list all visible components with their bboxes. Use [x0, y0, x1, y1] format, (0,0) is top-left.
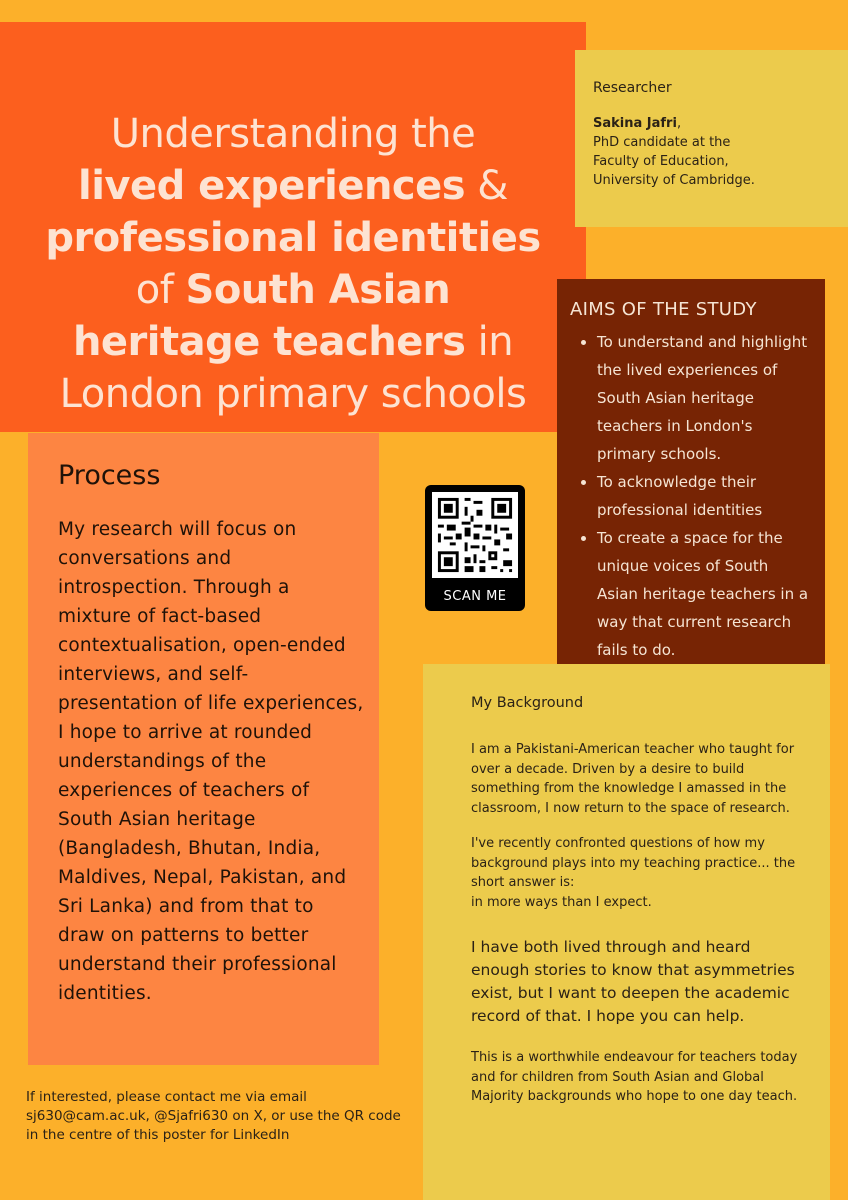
background-paragraph-2b: in more ways than I expect.	[471, 894, 652, 910]
title-line-6: London primary schools	[59, 371, 527, 417]
title-panel	[0, 22, 586, 432]
aims-item: • To acknowledge their professional identities	[597, 468, 811, 524]
background-panel	[423, 664, 830, 1200]
background-heading: My Background	[471, 695, 584, 711]
scan-me-label: SCAN ME	[443, 589, 507, 604]
process-heading: Process	[58, 460, 161, 491]
title-line-2-regular: &	[465, 163, 508, 209]
poster-title	[0, 108, 586, 420]
title-line-1: Understanding the	[110, 111, 476, 157]
title-line-3-bold: professional identities	[45, 215, 541, 261]
contact-info: If interested, please contact me via email sj630@cam.ac.uk, @Sjafri630 on X, or use the QR code in the centre of this poster for LinkedIn	[26, 1089, 401, 1143]
background-paragraph-3: I have both lived through and heard enough stories to know that asymmetries exist, but I want to deepen the academic record of that. I hope you can help.	[471, 938, 795, 1025]
researcher-details: Sakina Jafri, PhD candidate at the Faculty of Education, University of Cambridge.	[593, 116, 755, 188]
title-line-5-bold: heritage teachers	[72, 319, 466, 365]
background-paragraph-2	[471, 834, 801, 912]
researcher-line-2: Faculty of Education,	[593, 154, 729, 169]
background-paragraph-1: I am a Pakistani-American teacher who taught for over a decade. Driven by a desire to build something from the knowledge I amassed in the classroom, I now return to the space of research.	[471, 742, 795, 816]
title-line-4-regular: of	[135, 267, 186, 313]
background-paragraph-4: This is a worthwhile endeavour for teachers today and for children from South Asian and Global Majority backgrounds who hope to one day teach.	[471, 1050, 798, 1104]
researcher-panel	[575, 50, 848, 227]
researcher-name: Sakina Jafri	[593, 116, 677, 131]
aims-item: • To understand and highlight the lived experiences of South Asian heritage teachers in London's primary schools.	[597, 328, 811, 468]
aims-panel	[557, 279, 825, 682]
qr-code-icon[interactable]	[432, 492, 518, 578]
title-line-5-regular: in	[465, 319, 514, 365]
process-panel	[28, 433, 379, 1065]
researcher-line-3: University of Cambridge.	[593, 173, 755, 188]
title-line-4-bold: South Asian	[185, 267, 451, 313]
researcher-label: Researcher	[593, 80, 672, 96]
qr-badge[interactable]	[425, 485, 525, 611]
aims-item: • To create a space for the unique voices of South Asian heritage teachers in a way that current research fails to do.	[597, 524, 811, 664]
title-line-2-bold: lived experiences	[78, 163, 466, 209]
aims-heading: AIMS OF THE STUDY	[570, 299, 757, 320]
process-body: My research will focus on conversations and introspection. Through a mixture of fact-based contextualisation, open-ended interviews, and self-presentation of life experiences, I hope to arrive at rounded understandings of the experiences of teachers of South Asian heritage (Bangladesh, Bhutan, India, Maldives, Nepal, Pakistan, and Sri Lanka) and from that to draw on patterns to better understand their professional identities.	[58, 519, 364, 1004]
aims-list	[557, 328, 825, 664]
background-paragraph-2a: I've recently confronted questions of how my background plays into my teaching practice... the short answer is:	[471, 836, 796, 890]
researcher-line-1: PhD candidate at the	[593, 135, 731, 150]
